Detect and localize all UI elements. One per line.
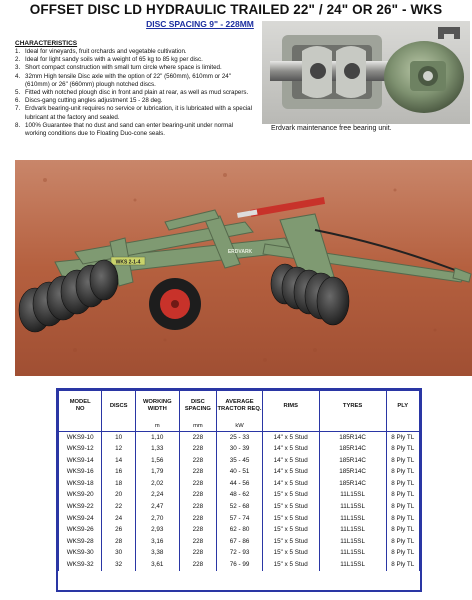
table-cell: 228 xyxy=(179,513,217,525)
table-cell: WKS9-22 xyxy=(59,501,102,513)
table-cell: 8 Ply TL xyxy=(386,443,419,455)
table-cell: 11L15SL xyxy=(319,559,386,571)
table-cell: 2,93 xyxy=(135,524,179,536)
table-cell: 1,79 xyxy=(135,466,179,478)
table-cell: 228 xyxy=(179,501,217,513)
table-cell: WKS9-12 xyxy=(59,443,102,455)
column-unit: mm xyxy=(179,422,217,432)
table-cell: 1,10 xyxy=(135,431,179,443)
table-cell: 228 xyxy=(179,466,217,478)
table-cell: 2,47 xyxy=(135,501,179,513)
table-cell: 8 Ply TL xyxy=(386,478,419,490)
table-cell: 40 - 51 xyxy=(217,466,263,478)
characteristic-item xyxy=(15,105,255,121)
characteristic-number: 3. xyxy=(15,64,21,72)
table-cell: 8 Ply TL xyxy=(386,513,419,525)
table-cell: 14" x 5 Stud xyxy=(262,443,319,455)
table-row xyxy=(59,524,420,536)
table-row xyxy=(59,559,420,571)
table-row xyxy=(59,513,420,525)
table-cell: 228 xyxy=(179,455,217,467)
characteristics-heading: CHARACTERISTICS xyxy=(15,40,78,47)
characteristic-text: 100% Guarantee that no dust and sand can enter bearing-unit under normal working conditions due to Floating Duo-cone seals. xyxy=(25,121,234,138)
column-header xyxy=(135,391,179,422)
table-row xyxy=(59,489,420,501)
table-cell: 62 - 80 xyxy=(217,524,263,536)
column-unit: kW xyxy=(217,422,263,432)
table-cell: 15" x 5 Stud xyxy=(262,524,319,536)
table-cell: 185R14C xyxy=(319,443,386,455)
column-unit xyxy=(386,422,419,432)
bearing-unit-illustration xyxy=(262,21,470,124)
table-cell: 228 xyxy=(179,489,217,501)
column-header xyxy=(59,391,102,422)
table-cell: 8 Ply TL xyxy=(386,466,419,478)
column-header xyxy=(386,391,419,422)
column-unit xyxy=(262,422,319,432)
table-cell: 35 - 45 xyxy=(217,455,263,467)
table-cell: 10 xyxy=(102,431,136,443)
table-cell: 228 xyxy=(179,536,217,548)
table-cell: 185R14C xyxy=(319,478,386,490)
table-row xyxy=(59,455,420,467)
column-header-line1: AVERAGE xyxy=(225,399,254,406)
table-cell: 1,56 xyxy=(135,455,179,467)
table-cell: 11L15SL xyxy=(319,501,386,513)
characteristic-text: Ideal for vineyards, fruit orchards and vegetable cultivation. xyxy=(25,48,187,55)
characteristic-item xyxy=(15,48,255,56)
column-header-line1: PLY xyxy=(397,402,409,409)
table-cell: 11L15SL xyxy=(319,513,386,525)
column-header-line2: SPACING xyxy=(184,406,211,413)
column-header xyxy=(102,391,136,422)
table-cell: 18 xyxy=(102,478,136,490)
characteristic-number: 2. xyxy=(15,56,21,64)
table-cell: 15" x 5 Stud xyxy=(262,536,319,548)
table-cell: 185R14C xyxy=(319,431,386,443)
table-cell: 12 xyxy=(102,443,136,455)
table-cell: 185R14C xyxy=(319,466,386,478)
column-header-line1: MODEL xyxy=(69,399,91,406)
table-cell: 228 xyxy=(179,431,217,443)
table-cell: 14" x 5 Stud xyxy=(262,455,319,467)
disc-harrow-photo xyxy=(15,160,472,376)
characteristic-item xyxy=(15,56,255,64)
table-cell: 15" x 5 Stud xyxy=(262,547,319,559)
bearing-unit-caption: Erdvark maintenance free bearing unit. xyxy=(271,125,392,132)
table-cell: 25 - 33 xyxy=(217,431,263,443)
specifications-table xyxy=(58,390,420,571)
table-cell: 16 xyxy=(102,466,136,478)
table-cell: 30 - 39 xyxy=(217,443,263,455)
table-cell: 1,33 xyxy=(135,443,179,455)
table-cell: 228 xyxy=(179,547,217,559)
table-cell: 52 - 68 xyxy=(217,501,263,513)
table-row xyxy=(59,547,420,559)
column-header-line1: DISC xyxy=(190,399,205,406)
table-cell: 8 Ply TL xyxy=(386,489,419,501)
characteristic-text: Erdvark bearing-unit requires no service or lubrication, it is lubricated with a special lubricant at the factory and sealed. xyxy=(25,105,252,121)
table-cell: 11L15SL xyxy=(319,547,386,559)
column-header xyxy=(262,391,319,422)
table-cell: 11L15SL xyxy=(319,489,386,501)
column-unit xyxy=(59,422,102,432)
column-header xyxy=(179,391,217,422)
table-cell: 14" x 5 Stud xyxy=(262,466,319,478)
column-unit xyxy=(319,422,386,432)
table-row xyxy=(59,443,420,455)
table-cell: 8 Ply TL xyxy=(386,431,419,443)
table-cell: 72 - 93 xyxy=(217,547,263,559)
table-row xyxy=(59,478,420,490)
table-cell: 8 Ply TL xyxy=(386,536,419,548)
machine-brand: ERDVARK xyxy=(227,249,253,255)
table-cell: WKS9-10 xyxy=(59,431,102,443)
table-row xyxy=(59,466,420,478)
table-cell: 228 xyxy=(179,524,217,536)
characteristics-list xyxy=(15,48,255,138)
characteristic-number: 5. xyxy=(15,89,21,97)
column-header xyxy=(217,391,263,422)
table-cell: 2,02 xyxy=(135,478,179,490)
table-cell: 8 Ply TL xyxy=(386,547,419,559)
table-cell: WKS9-24 xyxy=(59,513,102,525)
characteristic-item xyxy=(15,73,255,89)
table-cell: 228 xyxy=(179,443,217,455)
table-cell: 30 xyxy=(102,547,136,559)
column-header-line2: WIDTH xyxy=(147,406,167,413)
table-cell: 11L15SL xyxy=(319,536,386,548)
characteristic-text: Fitted with notched plough disc in front and plain at rear, as well as mud scrapers. xyxy=(25,89,249,97)
characteristic-text: 32mm High tensile Disc axle with the option of 22" (560mm), 610mm or 24" (610mm) or 26" (660mm) plough notched discs. xyxy=(25,72,231,88)
table-cell: 20 xyxy=(102,489,136,501)
characteristic-number: 4. xyxy=(15,72,21,80)
table-cell: 28 xyxy=(102,536,136,548)
table-cell: 8 Ply TL xyxy=(386,559,419,571)
table-cell: 228 xyxy=(179,559,217,571)
table-cell: WKS9-18 xyxy=(59,478,102,490)
bearing-unit-photo xyxy=(262,21,470,124)
column-unit: m xyxy=(135,422,179,432)
table-cell: 3,38 xyxy=(135,547,179,559)
table-cell: 11L15SL xyxy=(319,524,386,536)
table-cell: 228 xyxy=(179,478,217,490)
table-cell: 3,16 xyxy=(135,536,179,548)
specifications-table-frame xyxy=(56,388,422,592)
table-cell: WKS9-20 xyxy=(59,489,102,501)
characteristic-item xyxy=(15,89,255,97)
table-cell: 8 Ply TL xyxy=(386,524,419,536)
table-cell: 32 xyxy=(102,559,136,571)
table-cell: 76 - 99 xyxy=(217,559,263,571)
column-header-line1: TYRES xyxy=(342,402,363,409)
table-cell: 15" x 5 Stud xyxy=(262,489,319,501)
characteristic-number: 6. xyxy=(15,97,21,105)
table-row xyxy=(59,431,420,443)
table-cell: 2,24 xyxy=(135,489,179,501)
column-header-line1: DISCS xyxy=(109,402,128,409)
characteristic-number: 8. xyxy=(15,121,21,129)
table-row xyxy=(59,501,420,513)
column-unit xyxy=(102,422,136,432)
table-cell: 67 - 86 xyxy=(217,536,263,548)
machine-plate: WKS 2-1-4 xyxy=(115,259,141,266)
characteristic-number: 7. xyxy=(15,105,21,113)
table-cell: 24 xyxy=(102,513,136,525)
characteristic-item xyxy=(15,64,255,72)
disc-spacing-subtitle: DISC SPACING 9" - 228MM xyxy=(146,19,254,29)
column-header-line1: WORKING xyxy=(142,399,172,406)
table-cell: 2,70 xyxy=(135,513,179,525)
table-cell: 15" x 5 Stud xyxy=(262,559,319,571)
table-cell: 14" x 5 Stud xyxy=(262,478,319,490)
table-cell: WKS9-14 xyxy=(59,455,102,467)
table-cell: 15" x 5 Stud xyxy=(262,501,319,513)
table-cell: 57 - 74 xyxy=(217,513,263,525)
table-cell: WKS9-32 xyxy=(59,559,102,571)
table-cell: 185R14C xyxy=(319,455,386,467)
characteristic-item xyxy=(15,97,255,105)
table-cell: 48 - 62 xyxy=(217,489,263,501)
table-cell: 26 xyxy=(102,524,136,536)
transport-wheel xyxy=(149,278,201,330)
table-cell: 8 Ply TL xyxy=(386,455,419,467)
table-cell: 44 - 56 xyxy=(217,478,263,490)
table-cell: 15" x 5 Stud xyxy=(262,513,319,525)
characteristic-number: 1. xyxy=(15,48,21,55)
table-cell: 8 Ply TL xyxy=(386,501,419,513)
table-cell: WKS9-28 xyxy=(59,536,102,548)
characteristic-item xyxy=(15,122,255,138)
disc-harrow-illustration xyxy=(15,160,472,376)
characteristic-text: Ideal for light sandy soils with a weight of 65 kg to 85 kg per disc. xyxy=(25,56,203,64)
column-header-line2: NO xyxy=(75,406,85,413)
table-cell: 14 xyxy=(102,455,136,467)
table-row xyxy=(59,536,420,548)
page-title: OFFSET DISC LD HYDRAULIC TRAILED 22" / 24" OR 26" - WKS xyxy=(29,2,443,17)
characteristic-text: Short compact construction with small turn circle where space is limited. xyxy=(25,64,222,72)
table-cell: 22 xyxy=(102,501,136,513)
table-cell: 14" x 5 Stud xyxy=(262,431,319,443)
table-cell: WKS9-30 xyxy=(59,547,102,559)
column-header xyxy=(319,391,386,422)
table-cell: WKS9-16 xyxy=(59,466,102,478)
table-cell: 3,61 xyxy=(135,559,179,571)
characteristic-text: Discs-gang cutting angles adjustment 15 - 28 deg. xyxy=(25,97,163,105)
table-cell: WKS9-26 xyxy=(59,524,102,536)
column-header-line1: RIMS xyxy=(283,402,298,409)
column-header-line2: TRACTOR REQ. xyxy=(217,406,262,413)
